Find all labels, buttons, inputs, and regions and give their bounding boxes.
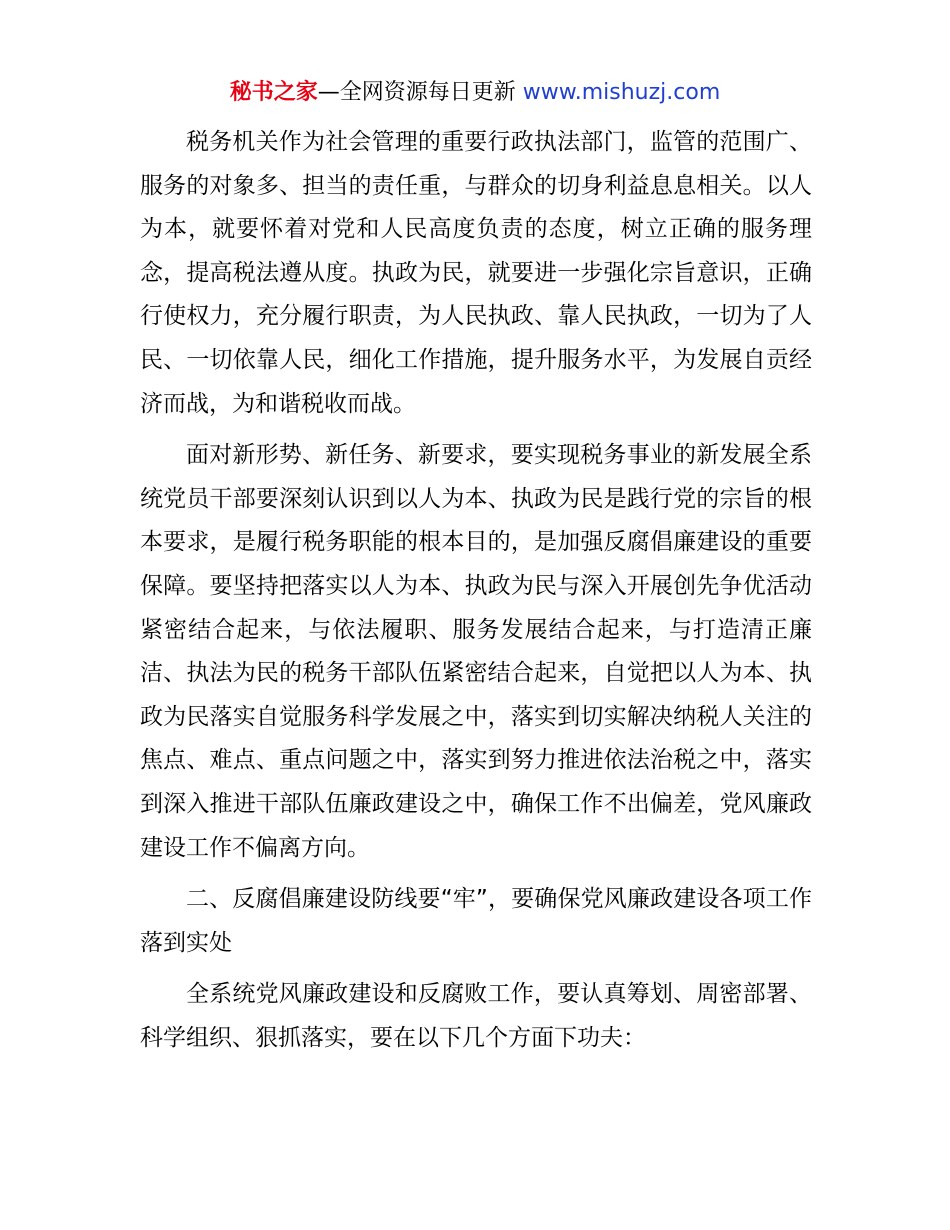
document-body (140, 121, 812, 1068)
page-header (0, 76, 950, 110)
section-heading: 二、反腐倡廉建设防线要“牢”，要确保党风廉政建设各项工作落到实处 (140, 886, 812, 956)
paragraph-3: 全系统党风廉政建设和反腐败工作，要认真筹划、周密部署、科学组织、狠抓落实，要在以下几个方面下功夫： (140, 981, 812, 1051)
header-slogan: —全网资源每日更新 (317, 80, 523, 105)
paragraph-2: 面对新形势、新任务、新要求，要实现税务事业的新发展全系统党员干部要深刻认识到以人为本、执政为民是践行党的宗旨的根本要求，是履行税务职能的根本目的，是加强反腐倡廉建设的重要保障。要坚持把落实以人为本、执政为民与深入开展创先争优活动紧密结合起来，与依法履职、服务发展结合起来，与打造清正廉洁、执法为民的税务干部队伍紧密结合起来，自觉把以人为本、执政为民落实自觉服务科学发展之中，落实到切实解决纳税人关注的焦点、难点、重点问题之中，落实到努力推进依法治税之中，落实到深入推进干部队伍廉政建设之中，确保工作不出偏差，党风廉政建设工作不偏离方向。 (140, 442, 812, 861)
paragraph-1: 税务机关作为社会管理的重要行政执法部门，监管的范围广、服务的对象多、担当的责任重，与群众的切身利益息息相关。以人为本，就要怀着对党和人民高度负责的态度，树立正确的服务理念，提高税法遵从度。执政为民，就要进一步强化宗旨意识，正确行使权力，充分履行职责，为人民执政、靠人民执政，一切为了人民、一切依靠人民，细化工作措施，提升服务水平，为发展自贡经济而战，为和谐税收而战。 (140, 129, 812, 417)
header-url-link[interactable]: www.mishuzj.com (522, 80, 721, 105)
header-brand: 秘书之家 (229, 80, 318, 105)
